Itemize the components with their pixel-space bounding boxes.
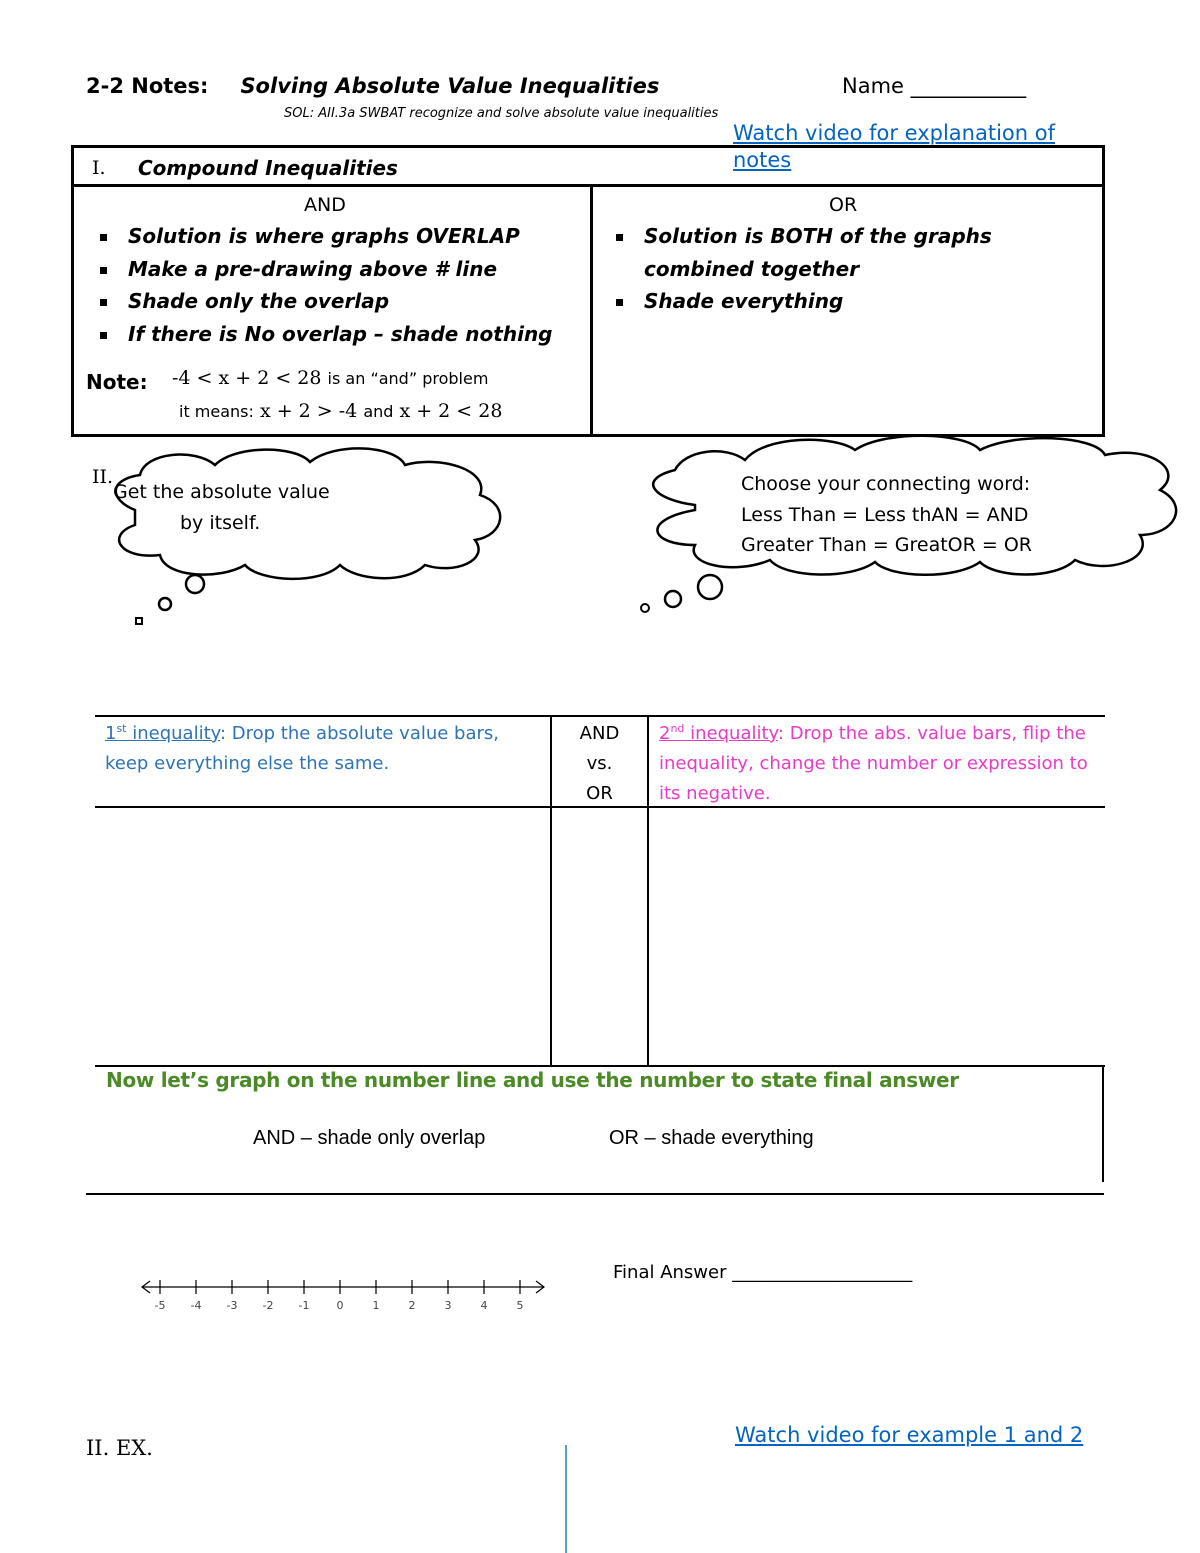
number-line-tick-label: 0 — [336, 1299, 344, 1312]
note-expr-suffix: is an “and” problem — [327, 369, 489, 388]
cloud-left-line1: Get the absolute value — [113, 481, 330, 503]
note-expr-b: x + 2 < 28 — [399, 400, 503, 422]
title-main: Solving Absolute Value Inequalities — [240, 74, 660, 98]
number-line-tick-label: 4 — [480, 1299, 488, 1312]
and-bullet-list — [98, 220, 578, 350]
graph-box-right-rule — [1102, 1065, 1104, 1182]
and-vs-or-line: vs. — [586, 753, 613, 774]
number-line-tick-label: -5 — [154, 1299, 166, 1312]
note-expr: -4 < x + 2 < 28 — [172, 367, 322, 389]
and-bullet: If there is No overlap – shade nothing — [98, 318, 578, 351]
note-and-word: and — [363, 402, 394, 421]
section2-roman: II. — [92, 466, 114, 488]
example-label: II. EX. — [86, 1436, 153, 1460]
second-sup: nd — [670, 722, 685, 735]
note-expr-a: x + 2 > -4 — [259, 400, 358, 422]
title-prefix: 2-2 Notes: — [86, 74, 209, 98]
and-bullet: Solution is where graphs OVERLAP — [98, 220, 578, 253]
first-inequality-header — [105, 719, 540, 779]
and-bullet: Make a pre-drawing above # line — [98, 253, 578, 286]
number-line[interactable] — [138, 1275, 550, 1315]
section1-header — [74, 148, 1102, 187]
number-line-tick-label: 3 — [444, 1299, 452, 1312]
or-rule: OR – shade everything — [609, 1127, 814, 1149]
number-line-tick-label: -3 — [226, 1299, 238, 1312]
page-title — [86, 74, 659, 98]
cloud-right-line3: Greater Than = GreatOR = OR — [741, 534, 1032, 556]
cloud-left-line2: by itself. — [180, 512, 261, 534]
sol-objective: SOL: AII.3a SWBAT recognize and solve absolute value inequalities — [284, 106, 719, 121]
section1-roman: I. — [92, 157, 106, 179]
first-ord: 1 — [105, 723, 117, 744]
number-line-tick-label: 1 — [372, 1299, 380, 1312]
and-bullet: Shade only the overlap — [98, 285, 578, 318]
graph-instructions-heading: Now let’s graph on the number line and use the number to state final answer — [106, 1068, 959, 1092]
or-bullet: Shade everything — [614, 285, 1034, 318]
note-expression — [172, 367, 488, 389]
graph-box-top-rule — [95, 1065, 1105, 1067]
video-link-examples[interactable]: Watch video for example 1 and 2 — [735, 1423, 1084, 1447]
table-top-rule — [95, 715, 1105, 717]
name-field[interactable]: Name ___________ — [842, 74, 1027, 98]
cloud-right-line1: Choose your connecting word: — [741, 473, 1031, 495]
and-column-title: AND — [304, 194, 346, 216]
section1-heading: Compound Inequalities — [138, 156, 398, 180]
left-thought-cloud — [95, 440, 515, 630]
and-vs-or — [552, 719, 647, 809]
and-vs-or-line: OR — [586, 783, 613, 804]
and-rule: AND – shade only overlap — [253, 1127, 486, 1149]
video-link-notes[interactable]: Watch video for explanation of notes — [733, 121, 1055, 172]
cloud-right-line2: Less Than = Less thAN = AND — [741, 504, 1029, 526]
example-divider — [565, 1445, 567, 1553]
number-line-tick-label: -1 — [298, 1299, 310, 1312]
second-inequality-header — [659, 719, 1099, 809]
second-ord: 2 — [659, 723, 671, 744]
final-answer-field[interactable]: Final Answer ____________________ — [613, 1262, 913, 1283]
inequality-table — [95, 715, 1105, 1065]
second-label: inequality — [684, 723, 778, 744]
or-bullet: Solution is BOTH of the graphs combined together — [614, 220, 1034, 285]
and-vs-or-line: AND — [579, 723, 620, 744]
or-bullet-list — [614, 220, 1034, 318]
or-column-title: OR — [829, 194, 858, 216]
table-divider-2 — [647, 715, 649, 1065]
first-sup: st — [116, 722, 127, 735]
number-line-tick-label: -2 — [262, 1299, 274, 1312]
graph-box-bottom-rule — [86, 1193, 1104, 1195]
number-line-tick-label: 2 — [408, 1299, 416, 1312]
note-meaning — [179, 400, 502, 422]
note-label: Note: — [86, 370, 148, 394]
compound-inequalities-box — [71, 145, 1105, 437]
means-label: it means: — [179, 402, 254, 421]
number-line-tick-label: -4 — [190, 1299, 202, 1312]
number-line-tick-label: 5 — [516, 1299, 524, 1312]
first-text: : Drop the absolute value bars, keep everything else the same. — [105, 723, 500, 774]
number-line-ticks — [155, 1280, 524, 1312]
column-divider — [590, 187, 593, 434]
second-text: : Drop the abs. value bars, flip the inequality, change the number or expression to its negative. — [659, 723, 1088, 804]
first-label: inequality — [126, 723, 220, 744]
